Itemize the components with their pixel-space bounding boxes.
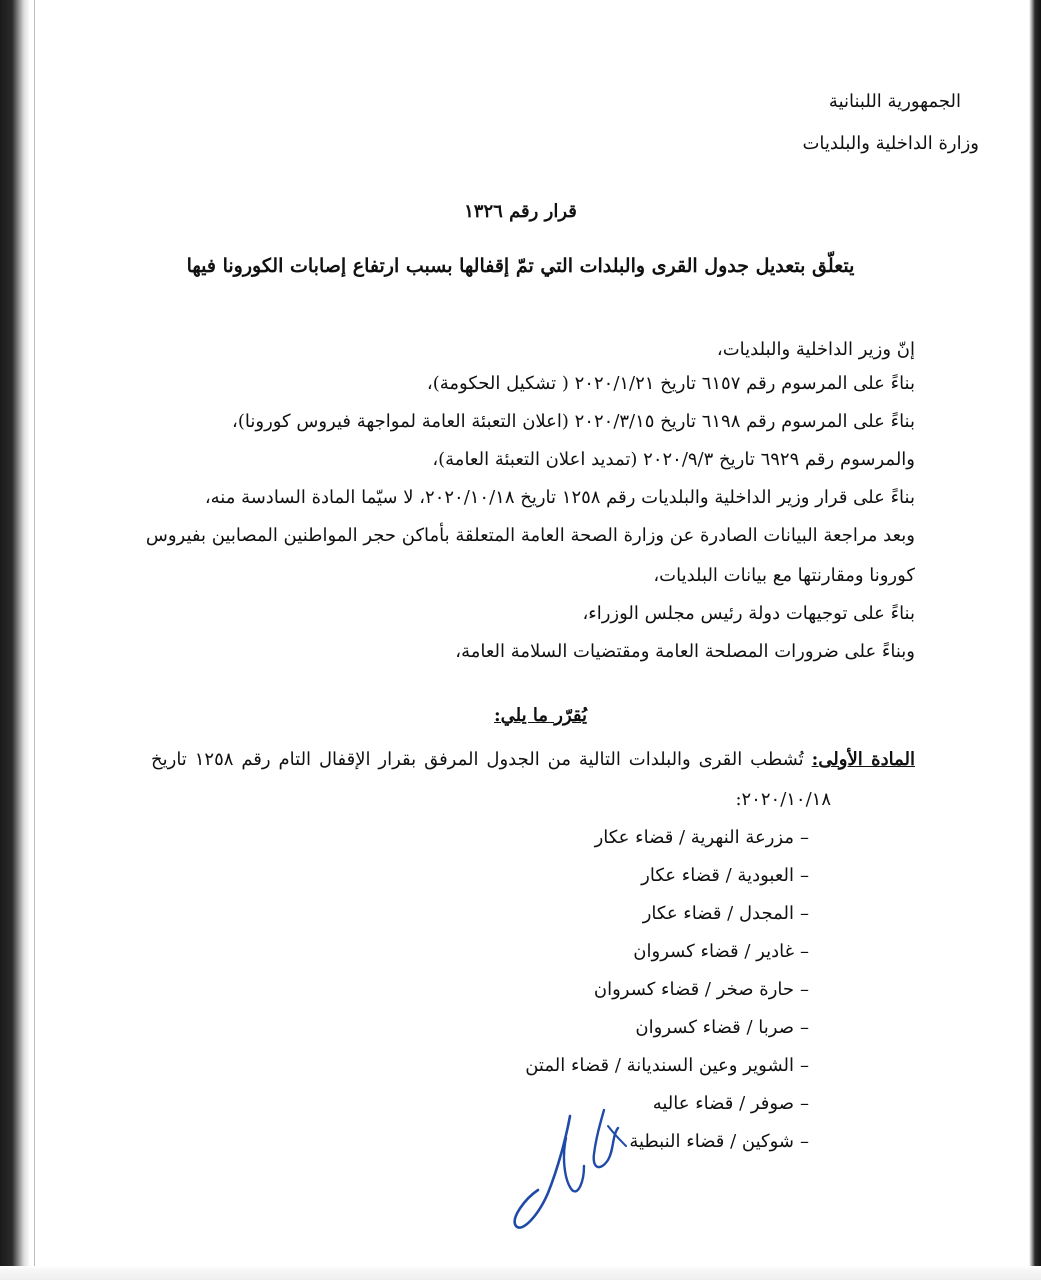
village-name: المجدل / قضاء عكار (642, 903, 794, 924)
list-dash: – (800, 903, 809, 924)
article-one-text: تُشطب القرى والبلدات التالية من الجدول المرفق بقرار الإقفال التام رقم ١٢٥٨ تاريخ (151, 749, 804, 770)
list-dash: – (800, 1093, 809, 1114)
list-dash: – (800, 1131, 809, 1152)
preamble-line-1: إنّ وزير الداخلية والبلديات، (716, 339, 915, 360)
list-item (635, 1016, 809, 1040)
village-name: صوفر / قضاء عاليه (652, 1093, 794, 1114)
preamble-line-5: بناءً على قرار وزير الداخلية والبلديات رقم ١٢٥٨ تاريخ ٢٠٢٠/١٠/١٨، لا سيّما المادة السادسة منه، (204, 487, 915, 508)
decides-heading: يُقرّر ما يلي: (493, 705, 587, 726)
list-item (633, 940, 809, 964)
list-dash: – (800, 1055, 809, 1076)
list-dash: – (800, 979, 809, 1000)
article-one-date: ٢٠٢٠/١٠/١٨: (735, 789, 831, 810)
list-item (629, 1130, 809, 1154)
village-name: حارة صخر / قضاء كسروان (593, 979, 794, 1000)
list-item (525, 1054, 809, 1078)
preamble-line-7: كورونا ومقارنتها مع بيانات البلديات، (653, 565, 915, 586)
village-name: الشوير وعين السنديانة / قضاء المتن (525, 1055, 794, 1076)
article-one (151, 748, 915, 772)
preamble-line-4: والمرسوم رقم ٦٩٢٩ تاريخ ٢٠٢٠/٩/٣ (تمديد اعلان التعبئة العامة)، (432, 449, 915, 470)
preamble-line-9: وبناءً على ضرورات المصلحة العامة ومقتضيات السلامة العامة، (455, 641, 915, 662)
list-dash: – (800, 827, 809, 848)
handwritten-signature (508, 1098, 628, 1238)
decision-subject: يتعلّق بتعديل جدول القرى والبلدات التي تمّ إقفالها بسبب ارتفاع إصابات الكورونا فيها (186, 255, 855, 277)
list-item (594, 978, 809, 1002)
list-dash: – (800, 865, 809, 886)
article-one-label: المادة الأولى: (811, 749, 915, 770)
header-republic: الجمهورية اللبنانية (828, 91, 961, 112)
village-name: صربا / قضاء كسروان (635, 1017, 794, 1038)
decision-number: قرار رقم ١٣٢٦ (464, 201, 577, 222)
preamble-line-3: بناءً على المرسوم رقم ٦١٩٨ تاريخ ٢٠٢٠/٣/١٥ (اعلان التعبئة العامة لمواجهة فيروس كورونا)، (232, 411, 915, 432)
preamble-line-8: بناءً على توجيهات دولة رئيس مجلس الوزراء، (582, 603, 915, 624)
village-name: غادير / قضاء كسروان (633, 941, 794, 962)
list-dash: – (800, 941, 809, 962)
preamble-line-6: وبعد مراجعة البيانات الصادرة عن وزارة الصحة العامة المتعلقة بأماكن حجر المواطنين المصابين بفيروس (145, 525, 915, 546)
village-name: شوكين / قضاء النبطية (629, 1131, 794, 1152)
list-item (653, 1092, 809, 1116)
list-item (595, 826, 809, 850)
preamble-line-2: بناءً على المرسوم رقم ٦١٥٧ تاريخ ٢٠٢٠/١/٢١ ( تشكيل الحكومة)، (426, 373, 915, 394)
header-ministry: وزارة الداخلية والبلديات (802, 133, 979, 154)
list-item (641, 864, 809, 888)
list-item (643, 902, 809, 926)
list-dash: – (800, 1017, 809, 1038)
village-name: العبودية / قضاء عكار (641, 865, 794, 886)
village-name: مزرعة النهرية / قضاء عكار (594, 827, 794, 848)
